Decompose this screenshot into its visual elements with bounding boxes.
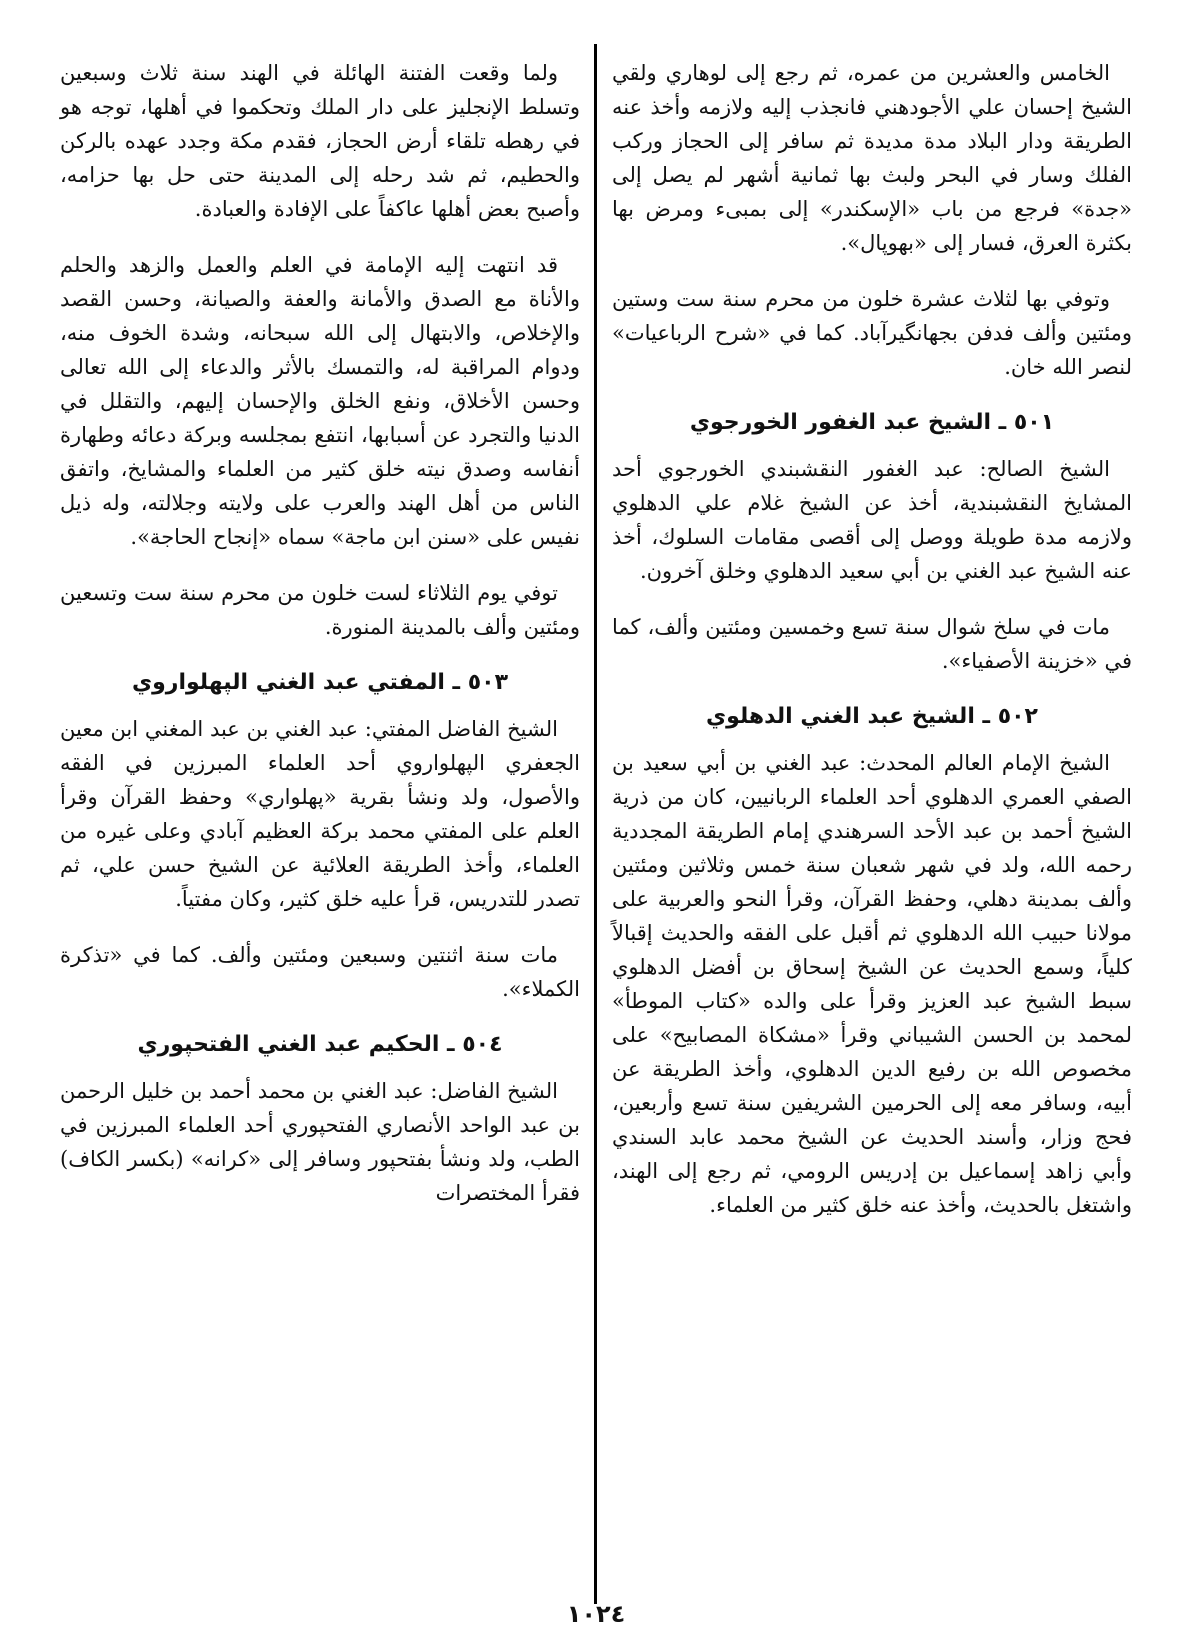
paragraph: وتوفي بها لثلاث عشرة خلون من محرم سنة ست وستين ومئتين وألف فدفن بجهانگيرآباد. كما في «شرح الرباعيات» لنصر الله خان. xyxy=(612,287,1132,379)
paragraph: الشيخ الإمام العالم المحدث: عبد الغني بن أبي سعيد بن الصفي العمري الدهلوي أحد العلماء الربانيين، كان من ذرية الشيخ أحمد بن عبد الأحد السرهندي إمام الطريقة المجددية رحمه الله، ولد في شهر شعبان سنة خمس وثلاثين ومئتين وألف بمدينة دهلي، وحفظ القرآن، وقرأ النحو والعربية على مولانا حبيب الله الدهلوي ثم أقبل على الفقه والحديث إقبالاً كلياً، وسمع الحديث عن الشيخ إسحاق بن أفضل الدهلوي سبط الشيخ عبد العزيز وقرأ على والده «كتاب الموطأ» لمحمد بن الحسن الشيباني وقرأ «مشكاة المصابيح» على مخصوص الله بن رفيع الدين الدهلوي، وأخذ الطريقة عن أبيه، وسافر معه إلى الحرمين الشريفين سنة تسع وأربعين، فحج وزار، وأسند الحديث عن الشيخ محمد عابد السندي وأبي زاهد إسماعيل بن إدريس الرومي، ثم رجع إلى الهند، واشتغل بالحديث، وأخذ عنه خلق كثير من العلماء. xyxy=(612,751,1132,1217)
paragraph: قد انتهت إليه الإمامة في العلم والعمل والزهد والحلم والأناة مع الصدق والأمانة والعفة والصيانة، وحسن القصد والإخلاص، والابتهال إلى الله سبحانه، وشدة الخوف منه، ودوام المراقبة له، والتمسك بالأثر والدعاء إلى الله تعالى وحسن الأخلاق، ونفع الخلق والإحسان إليهم، والتقلل في الدنيا والتجرد عن أسبابها، انتفع بمجلسه وبركة دعائه وطهارة أنفاسه وصدق نيته خلق كثير من العلماء والمشايخ، واتفق الناس من أهل الهند والعرب على ولايته وجلالته، وله ذيل نفيس على «سنن ابن ماجة» سماه «إنجاح الحاجة». xyxy=(60,253,580,549)
column-divider xyxy=(594,44,597,1604)
paragraph: مات سنة اثنتين وسبعين ومئتين وألف. كما في «تذكرة الكملاء». xyxy=(60,943,580,1001)
paragraph: توفي يوم الثلاثاء لست خلون من محرم سنة ست وتسعين ومئتين وألف بالمدينة المنورة. xyxy=(60,581,580,639)
right-column xyxy=(612,56,1132,1596)
paragraph: الخامس والعشرين من عمره، ثم رجع إلى لوهاري ولقي الشيخ إحسان علي الأجودهني فانجذب إليه ولازمه وأخذ عنه الطريقة ودار البلاد مدة مديدة ثم سافر إلى الحجاز وركب الفلك وسار في البحر ولبث بها ثمانية أشهر لم يصل إلى «جدة» فرجع من باب «الإسكندر» إلى بمبىء ومرض بها بكثرة العرق، فسار إلى «بهوپال». xyxy=(612,61,1132,255)
paragraph: ولما وقعت الفتنة الهائلة في الهند سنة ثلاث وسبعين وتسلط الإنجليز على دار الملك وتحكموا في أهلها، توجه هو في رهطه تلقاء أرض الحجاز، فقدم مكة وجدد عهده بالركن والحطيم، ثم شد رحله إلى المدينة حتى حل بها حزامه، وأصبح بعض أهلها عاكفاً على الإفادة والعبادة. xyxy=(60,61,580,221)
entry-heading-504: ٥٠٤ ـ الحكيم عبد الغني الفتحپوري xyxy=(137,1032,503,1057)
page-number: ١٠٢٤ xyxy=(566,1600,626,1628)
paragraph: مات في سلخ شوال سنة تسع وخمسين ومئتين وألف، كما في «خزينة الأصفياء». xyxy=(612,615,1132,673)
left-column xyxy=(60,56,580,1596)
entry-heading-501: ٥٠١ ـ الشيخ عبد الغفور الخورجوي xyxy=(689,410,1055,435)
paragraph: الشيخ الفاضل: عبد الغني بن محمد أحمد بن خليل الرحمن بن عبد الواحد الأنصاري الفتحپوري أحد العلماء المبرزين في الطب، ولد ونشأ بفتحپور وسافر إلى «كرانه» (بكسر الكاف) فقرأ المختصرات xyxy=(60,1079,580,1205)
paragraph: الشيخ الفاضل المفتي: عبد الغني بن عبد المغني ابن معين الجعفري الپهلواروي أحد العلماء المبرزين في الفقه والأصول، ولد ونشأ بقرية «پهلواري» وحفظ القرآن وقرأ العلم على المفتي محمد بركة العظيم آبادي وعلى غيره من العلماء، وأخذ الطريقة العلائية عن الشيخ حسن علي، ثم تصدر للتدريس، قرأ عليه خلق كثير، وكان مفتياً. xyxy=(60,717,580,911)
entry-heading-502: ٥٠٢ ـ الشيخ عبد الغني الدهلوي xyxy=(705,704,1038,729)
paragraph: الشيخ الصالح: عبد الغفور النقشبندي الخورجوي أحد المشايخ النقشبندية، أخذ عن الشيخ غلام علي الدهلوي ولازمه مدة طويلة ووصل إلى أقصى مقامات السلوك، أخذ عنه الشيخ عبد الغني بن أبي سعيد الدهلوي وخلق آخرون. xyxy=(612,457,1132,583)
entry-heading-503: ٥٠٣ ـ المفتي عبد الغني الپهلواروي xyxy=(131,670,509,695)
